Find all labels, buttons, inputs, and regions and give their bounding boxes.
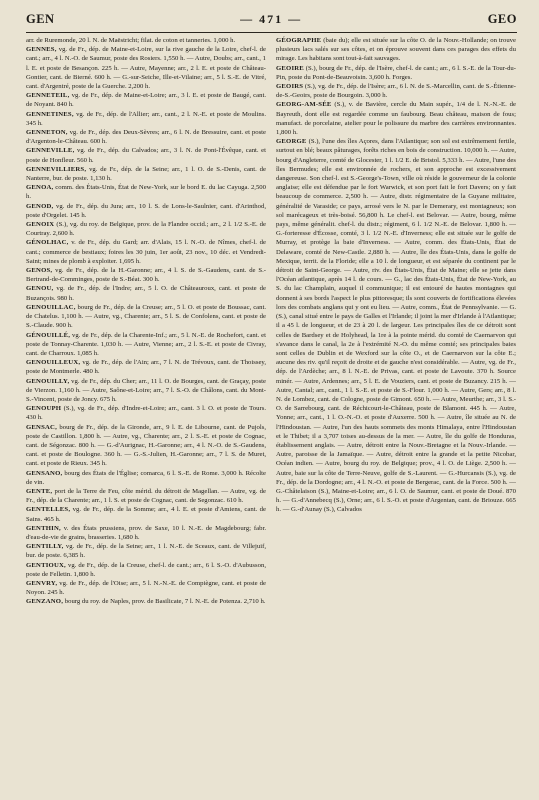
- entry-headword: GENOUILLY,: [26, 377, 70, 385]
- dictionary-entry: [26, 331, 266, 359]
- entry-text: vg. de Fr., dép. de la Seine; arr., 1 l. N.-E. de Sceaux, cant. de Villejuif, bur. de poste. 6,385 h.: [26, 543, 266, 560]
- dictionary-entry: [26, 487, 266, 505]
- dictionary-entry: [26, 469, 266, 487]
- entry-text: vg. de Fr., dép. de la Charente-Inf.; arr., 5 l. N.-E. de Rochefort, cant. et poste de Tonnay-Charente. 1,030 h. — Autre, Vienne; arr., 2 l. S.-E. et poste de Civray, cant. de Charroux. 1,085 h.: [26, 331, 266, 357]
- entry-text: vg. de Fr., dép. de l'Oise; arr., 5 l. N.-N.-E. de Compiègne, cant. et poste de Noyon. 245 h.: [26, 579, 266, 597]
- dictionary-entry: [26, 358, 266, 376]
- dictionary-entry: [26, 146, 266, 164]
- entry-headword: GENNETEIL,: [26, 92, 70, 100]
- dictionary-entry: [26, 91, 266, 109]
- left-column: [26, 36, 266, 607]
- page-header: [26, 12, 517, 30]
- dictionary-entry: [26, 404, 266, 422]
- entry-text: vg. de Fr., dép. de la Creuse, chef-l. de cant.; arr., 6 l. S.-O. d'Aubusson, poste de Felletin. 1,800 h.: [26, 561, 266, 578]
- entry-headword: GENOD,: [26, 202, 54, 210]
- entry-text: vg. de Fr., dép. de l'Indre; arr., 5 l. O. de Châteauroux, cant. et poste de Buzançois. 980 h.: [26, 285, 266, 302]
- dictionary-entry: [26, 561, 266, 579]
- dictionary-entry: [26, 423, 266, 469]
- entry-text: (S.), vg. de Fr., dép. d'Indre-et-Loire; arr., cant. 3 l. O. et poste de Tours. 430 h.: [26, 405, 266, 422]
- entry-headword: GENOIX: [26, 221, 55, 229]
- running-head-left: GEN: [26, 12, 55, 26]
- dictionary-entry: [276, 137, 516, 514]
- entry-headword: GENNETINES,: [26, 110, 74, 118]
- entry-headword: GENTHIN,: [26, 524, 61, 532]
- entry-text: (S.), v. de Bavière, cercle du Main supér., 1/4 de l. N.-N.-E. de Bayreuth, dont elle est regardée comme un faubourg. Beau château, maison de fous; manufact. de porcelaine, atelier pour le polissure du marbre des carrières environnantes. 1,800 h.: [276, 101, 516, 137]
- entry-headword: GEOIRE: [276, 64, 304, 72]
- entry-text: vg. de Fr., dép. de l'Allier; arr., cant., 2 l. N.-E. et poste de Moulins. 345 h.: [26, 110, 266, 127]
- entry-text: v. des États prussiens, prov. de Saxe, 10 l. N.-E. de Magdebourg; fabr. d'eau-de-vie de grains, brasseries. 1,680 h.: [26, 524, 266, 541]
- entry-text: vg. de Fr., dép. du Calvados; arr., 3 l. N. de Pont-l'Évêque, cant. et poste de Honfleur. 560 h.: [26, 147, 266, 164]
- dictionary-entry: [26, 597, 266, 606]
- entry-text: (S.), l'une des îles Açores, dans l'Atlantique; son sol est extrêmement fertile, surtout en blé; beaux pâturages, forêts riches en bois de construction. 10,000 h. — Autre, bourg d'Angleterre, comté de Glocester, 1 l. 1/2 E. de Bristol. 5,333 h. — Autre, l'une des îles Bermudes; elle est environnée de rochers, et son approche est excessivement dangereuse. Son chef-l. est S.-George's-Town, ville où réside le gouverneur de la colonie anglaise; elle est défendue par le fort Warwick, et son port fait le fort Davers; on y fait beaucoup de commerce. 2,500 h. — Autre, distr. régimentaire de la Guyane militaire, généralité de Varaside; ce pays, arrosé vers le N. par le Demerary, est montagneux; son sol marécageux et très-boisé. 56,800 h. Le chef-l. est Belovar. — Autre, bourg, même pays, même généralit. chef-l. du distr.; régiment, 6 l. 1/2 N.-E. de Belovar. 1,800 h. — G.-forteresse d'Écosse, comté, 3 l. 1/2 N.-E. d'Inverness; elle est située sur le golfe de Murray, et protège la baie d'Inverness. — Autre, comm. des États-Unis, État de Delaware, comté de New-Castle. 2,880 h. — Autre, île des États-Unis, dans le golfe de Mexique, territ. de la Floride; elle a 10 l. de longueur, et est séparée du continent par le détroit de Saint-George. — Autre, riv. des États-Unis, État de Maine; elle se jette dans l'Océan atlantique, après 14 l. de cours. — G., lac des États-Unis, État de New-York, au S. du lac Champlain, auquel il communique; il est entouré de hautes montagnes qui donnent à ses bords l'aspect le plus pittoresque; ils sont couverts de fortifications élevées lors des combats anglans qui y ont eu lieu. — Autre, comm., État de Pennsylvanie. — G. (S.), canal situé entre le pays de Galles et l'Irlande; il joint la mer d'Irlande à l'Atlantique; il a 45 l. de longueur, et de 23 à 20 l. de largeur. Les principales îles de ce détroit sont celles de Bardsey et de Holyhead, la 1re à la pointe mérid. du comté de Caernarvon qui s'avance dans le canal, la 2e à l'extrémité N.-O. du même comté; ses principales baies sont celles de Dublin et de Wexford sur la côte O., et de Caernarvon sur la côte E.; aucune des riv. qu'il reçoit de droite et de gauche n'est considérable. — Autre, vg. de Fr., dép. de l'Ardèche; arr., 8 l. N.-E. de Privas, cant. et poste de Lavoute. 370 h. Source minér. — Autre, Ardennes; arr., 5 l. E. de Vouziers, cant. et poste de Buzancy. 215 h. — Autre, Cantal; arr., cant., 1 l. S.-E. et poste de S.-Flour. 1,000 h. — Autre, Gers; arr., 8 l. N. de Lombez, cant. de Cologne, poste de Gimont. 650 h. — Autre, Meurthe; arr., 3 l. S.-O. de Sarrebourg, cant. de Réchicourt-le-Château, poste de Blamont. 445 h. — Autre, Yonne; arr., cant., 1 l. O.-N.-O. et poste d'Auxerre. 500 h. — Autre, île située au N. de l'Hindoustan. — Autre, l'un des hauts sommets des monts Himalaya, entre l'Hindoustan et le Thibet; il a 3,707 toises au-dessus de la mer. — Autre, île du golfe de Honduras, établissement anglais. — Autre, détroit entre la Nouv.-Bretagne et la Nouv.-Irlande. — Autre, paroisse de la Jamaïque. — Autre, détroit entre la grande et la petite Nicobar, Océan indien. — Autre, bourg du roy. de Belgique; prov., 4 l. O. de Liège. 2,500 h. — Autre, baie sur la côte de Terre-Neuve, golfe de S.-Laurent. — G.-Hurcansis (S.), vg. de Fr., dép. de la Dordogne; arr., 4 l. N.-O. et poste de Bergerac, cant. de la Force. 500 h. — G.-Châtelaison (S.), Maine-et-Loire; arr., 6 l. O. de Saumur, cant. et poste de Doué. 870 h. — G.-d'Annebecq (S.), Orne; arr., 6 l. S.-O. et poste d'Argentan, cant. de Briouze. 665 h. — G.-d'Aunay (S.), Calvados: [276, 138, 516, 514]
- entry-headword: GENTIOUX,: [26, 561, 66, 569]
- dictionary-entry: [26, 128, 266, 146]
- running-head-right: GEO: [487, 12, 517, 26]
- dictionary-entry: [26, 524, 266, 542]
- dictionary-entry: [276, 36, 516, 64]
- dictionary-entry: [26, 220, 266, 238]
- entry-text: (S.), vg. de Fr., dép. de l'Isère; arr., 6 l. N. de S.-Marcellin, cant. de S.-Étienne-de-S.-Geoirs, poste de Bourgoin. 3,000 h.: [276, 83, 516, 100]
- entry-text: vg. de Fr., dép. de la Somme; arr., 4 l. E. et poste d'Amiens, cant. de Sains. 465 h.: [26, 506, 266, 523]
- entry-text: v. de Fr., dép. du Gard; arr. d'Alais, 15 l. N.-O. de Nîmes, chef-l. de cant.; commerce de bestiaux; foires les 30 juin, 1er août, 23 nov., 10 déc. et Vendredi-Saint; mines de plomb à exploiter. 1,695 h.: [26, 239, 266, 265]
- dictionary-entry: [26, 266, 266, 284]
- dictionary-entry: [26, 303, 266, 331]
- entry-headword: GÉNOLHAC,: [26, 239, 69, 247]
- entry-headword: GEORG-AM-SÉE: [276, 101, 332, 109]
- dictionary-entry: [26, 238, 266, 266]
- dictionary-entry: [276, 64, 516, 82]
- entry-headword: GENTE,: [26, 487, 53, 495]
- two-column-body: [26, 36, 517, 607]
- dictionary-entry: [26, 542, 266, 560]
- entry-headword: GENZANO,: [26, 598, 64, 606]
- entry-headword: GENOUILLEUX,: [26, 359, 81, 367]
- entry-text: vg. de Fr., dép. de la Seine; arr., 1 l. O. de S.-Denis, cant. de Nanterre, bur. de poste. 1,130 h.: [26, 165, 266, 183]
- entry-text: vg. de Fr., dép. des Deux-Sèvres; arr., 6 l. N. de Bressuire, cant. et poste d'Argenton-le-Château. 600 h.: [26, 129, 266, 146]
- entry-headword: GENOU,: [26, 285, 54, 293]
- dictionary-entry: [26, 110, 266, 128]
- entry-text: vg. de Fr., dép. du Jura; arr., 10 l. S. de Lons-le-Saulnier, cant. d'Arinthod, poste d'Orgelet. 145 h.: [26, 202, 266, 219]
- entry-headword: GENNEVILLIERS,: [26, 165, 87, 173]
- entry-text: comm. des États-Unis, État de New-York, sur le bord E. du lac Cayuga. 2,500 h.: [26, 184, 266, 201]
- entry-headword: GENSAC,: [26, 423, 57, 431]
- entry-headword: GENOA,: [26, 184, 54, 192]
- entry-headword: GEOIRS: [276, 83, 304, 91]
- page-number: — 471 —: [240, 12, 303, 26]
- dictionary-entry: [276, 82, 516, 100]
- entry-headword: GENTELLES,: [26, 506, 71, 514]
- entry-headword: GENNETON,: [26, 129, 68, 137]
- header-rule: [26, 32, 517, 33]
- dictionary-entry: [26, 505, 266, 523]
- dictionary-entry: [26, 202, 266, 220]
- entry-text: bourg de Fr., dép. de la Creuse; arr., 5 l. O. et poste de Boussac, cant. de Chatelus. 1,100 h. — Autre, vg., Charente; arr., 5 l. S. de Confolens, cant. et poste de S.-Claude. 900 h.: [26, 303, 266, 330]
- dictionary-entry: [26, 165, 266, 183]
- entry-text: (S.), vg. du roy. de Belgique, prov. de la Flandre occid.; arr., 2 l. 1/2 S.-E. de Courtray. 2,600 h.: [26, 221, 266, 238]
- entry-headword: GENSANO,: [26, 469, 63, 477]
- entry-text: bourg des États de l'Église; comarca, 6 l. S.-E. de Rome. 3,000 h. Récolte de vin.: [26, 469, 266, 486]
- entry-headword: GENVRY,: [26, 579, 58, 587]
- dictionary-entry: [26, 284, 266, 302]
- dictionary-entry: [26, 36, 266, 45]
- entry-headword: GENNEVILLE,: [26, 147, 75, 155]
- entry-text: bourg de Fr., dép. de la Gironde, arr., 9 l. E. de Libourne, cant. de Pujols, poste de Castillon. 1,800 h. — Autre, vg., Charente; arr., 2 l. S.-E. et poste de Cognac, cant. de Ségonzac. 800 h. — G.-d'Aurignac, H.-Garonne; arr., 4 l. N.-O. de S.-Gaudens, cant. et poste de Boulogne. 360 h. — G.-S.-Julien, H.-Garonne; arr., 7 l. S. de Muret, cant. et poste de Rieux. 345 h.: [26, 423, 266, 468]
- entry-headword: GENOUILLAC,: [26, 303, 76, 311]
- entry-text: (baie du); elle est située sur la côte O. de la Nouv.-Hollande; on trouve plusieurs lacs salés sur ses côtes, et on éprouve souvent dans ces parages des effets du mirage. Les habitans sont tout-à-fait sauvages.: [276, 37, 516, 63]
- entry-headword: GENOUPH: [26, 405, 62, 413]
- entry-text: vg. de Fr., dép. de Maine-et-Loire; arr., 3 l. E. et poste de Baugé, cant. de Noyant. 840 h.: [26, 92, 266, 109]
- entry-headword: GÉOGRAPHE: [276, 37, 322, 44]
- dictionary-entry: [26, 579, 266, 597]
- dictionary-entry: [276, 100, 516, 137]
- entry-text: vg. de Fr., dép. du Cher; arr., 11 l. O. de Bourges, cant. de Graçay, poste de Vierzon. 1,160 h. — Autre, Saône-et-Loire; arr., 7 l. S.-O. de Châlons, cant. du Mont-S.-Vincent, poste de Joncy. 675 h.: [26, 377, 266, 403]
- entry-text: bourg du roy. de Naples, prov. de Basilicate, 7 l. N.-E. de Potenza. 2,710 h.: [63, 598, 266, 606]
- entry-headword: GÉNOUILLÉ,: [26, 331, 71, 339]
- entry-text: port de la Terre de Feu, côte mérid. du détroit de Magellan. — Autre, vg. de Fr., dép. de la Charente; arr., 1 l. S. et poste de Cognac, cant. de Segonzac. 610 h.: [26, 487, 266, 505]
- right-column: [276, 36, 516, 607]
- entry-headword: GENTILLY,: [26, 543, 64, 551]
- entry-headword: GENOS,: [26, 267, 53, 275]
- dictionary-entry: [26, 377, 266, 405]
- entry-text: vg. de Fr., dép. de l'Ain; arr., 7 l. N. de Trévoux, cant. de Thoissey, poste de Montmerle. 480 h.: [26, 359, 266, 376]
- entry-text: arr. de Ruremonde, 20 l. N. de Maëstricht; filat. de coton et tanneries. 1,000 h.: [26, 37, 236, 44]
- entry-text: (S.), bourg de Fr., dép. de l'Isère, chef-l. de cant.; arr., 6 l. S.-E. de la Tour-du-Pin, poste du Pont-de-Beauvoisin. 3,600 h. Forges.: [276, 64, 516, 81]
- dictionary-entry: [26, 45, 266, 91]
- dictionary-entry: [26, 183, 266, 201]
- entry-headword: GEORGE: [276, 138, 307, 146]
- entry-headword: GENNES,: [26, 46, 57, 54]
- entry-text: vg. de Fr., dép. de la H.-Garonne; arr., 4 l. S. de S.-Gaudens, cant. de S.-Bertrand-de-Comminges, poste de S.-Béat. 300 h.: [26, 267, 266, 284]
- entry-text: vg. de Fr., dép. de Maine-et-Loire, sur la rive gauche de la Loire, chef-l. de cant.; arr., 4 l. N.-O. de Saumur, poste des Rosiers. 1,550 h. — Autre, Doubs; arr., cant., 1 l. E. et poste de Besançon. 225 h. — Autre, Mayenne; arr., 2 l. E. et poste de Château-Gontier, cant. de Bierné. 600 h. — G.-sur-Seiche, Ille-et-Vilaine; arr., 5 l. S.-E. de Vitré, cant. d'Argentré, poste de la Guerche. 2,200 h.: [26, 46, 266, 91]
